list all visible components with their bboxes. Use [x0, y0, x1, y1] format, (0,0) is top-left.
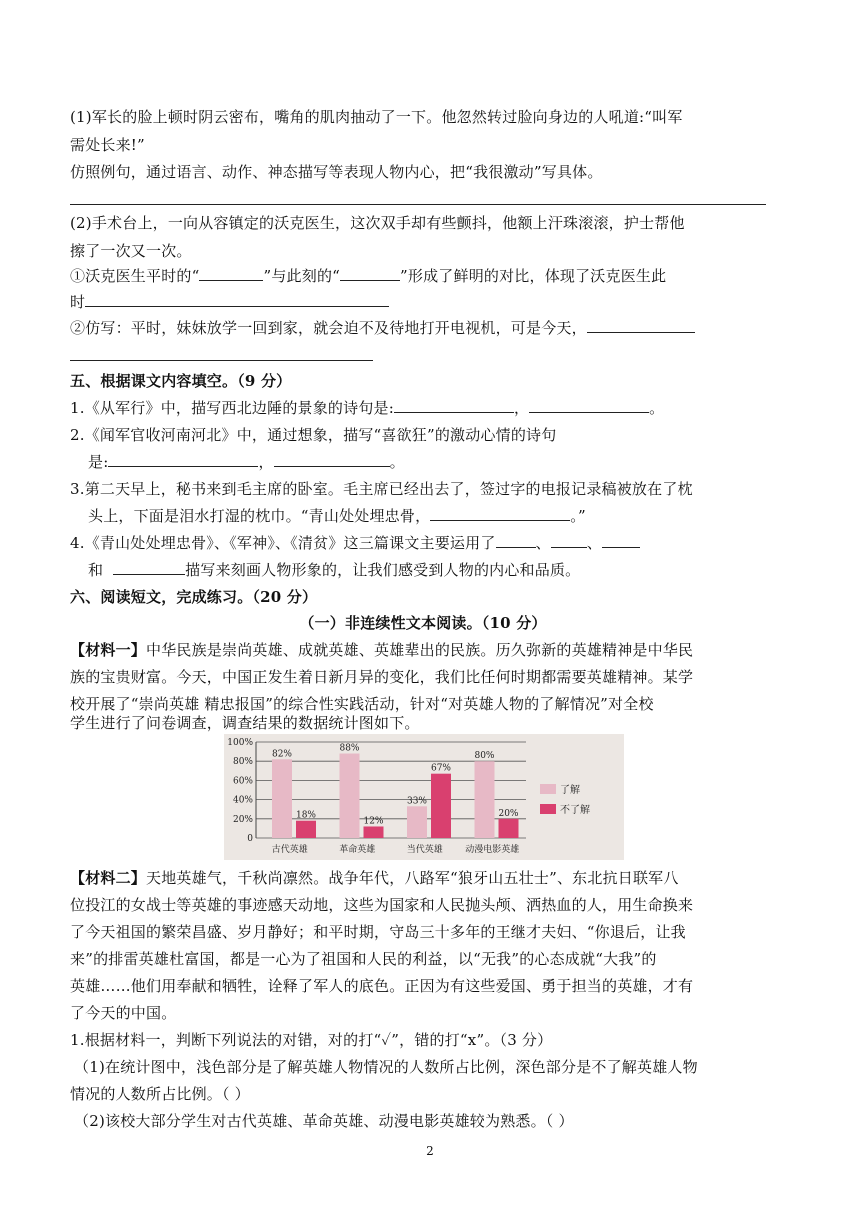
- legend-label: 不了解: [560, 805, 590, 816]
- bar-known: [272, 759, 292, 838]
- material2-line2: 位投江的女战士等英雄的事迹感天动地，这些为国家和人民抛头颅、洒热血的人，用生命换来: [70, 896, 694, 914]
- material2-line6: 了今天的中国。: [70, 1004, 177, 1022]
- y-tick-label: 20%: [232, 814, 253, 825]
- data-label: 67%: [430, 763, 452, 774]
- blank-state[interactable]: [85, 292, 389, 307]
- sec5-item2-cont: 是: ， 。: [88, 453, 405, 471]
- data-label: 20%: [498, 808, 519, 819]
- q4-p2-line1: (2)手术台上，一向从容镇定的沃克医生，这次双手却有些颤抖，他额上汗珠滚滚，护士帮他: [70, 214, 685, 232]
- material2-label: 【材料二】: [70, 869, 147, 887]
- bar-unknown: [296, 821, 316, 838]
- y-tick-label: 60%: [232, 776, 253, 787]
- data-label: 33%: [406, 796, 428, 807]
- x-tick-label: 当代英雄: [406, 845, 443, 855]
- question-1-1-line1: （1)在统计图中，浅色部分是了解英雄人物情况的人数所占比例，深色部分是不了解英雄人物: [74, 1058, 698, 1076]
- y-tick-label: 100%: [227, 738, 253, 748]
- legend-label: 了解: [560, 785, 580, 796]
- y-tick-label: 80%: [232, 757, 253, 768]
- answer-line-1[interactable]: [70, 204, 766, 205]
- x-tick-label: 动漫电影英雄: [465, 845, 520, 855]
- page-number: 2: [426, 1144, 434, 1158]
- material2-line1: 【材料二】天地英雄气，千秋尚凛然。战争年代，八路军“狼牙山五壮士”、东北抗日联军八: [70, 869, 679, 887]
- bar-unknown: [499, 819, 519, 838]
- blank-5-4a[interactable]: [496, 533, 536, 548]
- sec5-item2: 2.《闻军官收河南河北》中，通过想象，描写“喜欲狂”的激动心情的诗句: [70, 426, 557, 444]
- blank-5-4b[interactable]: [551, 533, 587, 548]
- blank-5-4c[interactable]: [602, 533, 640, 548]
- blank-5-4d[interactable]: [113, 560, 185, 575]
- blank-5-1a[interactable]: [394, 398, 514, 413]
- section5-title: 五、根据课文内容填空。（9 分）: [70, 372, 292, 390]
- legend-swatch: [540, 804, 556, 814]
- sec5-item3: 3.第二天早上，秘书来到毛主席的卧室。毛主席已经出去了，签过字的电报记录稿被放在了枕: [70, 480, 693, 498]
- blank-now[interactable]: [340, 266, 400, 281]
- data-label: 88%: [339, 743, 360, 754]
- q4-p1-line1: (1)军长的脸上顿时阴云密布，嘴角的肌肉抽动了一下。他忽然转过脸向身边的人吼道:“叫军: [70, 108, 683, 126]
- sec5-item4-cont: 和 描写来刻画人物形象的，让我们感受到人物的内心和品质。: [88, 561, 581, 579]
- y-tick-label: 0: [247, 834, 253, 844]
- sec5-item3-cont: 头上，下面是泪水打湿的枕巾。“青山处处埋忠骨， 。”: [88, 507, 586, 525]
- blank-5-2a[interactable]: [108, 452, 258, 467]
- bar-unknown: [431, 774, 451, 838]
- x-tick-label: 革命英雄: [339, 845, 376, 855]
- blank-5-1b[interactable]: [529, 398, 649, 413]
- data-label: 12%: [363, 816, 384, 827]
- bar-known: [475, 761, 495, 838]
- chart-svg: [224, 734, 624, 860]
- blank-5-3[interactable]: [430, 506, 570, 521]
- material2-line3: 了今天祖国的繁荣昌盛、岁月静好；和平时期，守岛三十多年的王继才夫妇、“你退后，让我: [70, 923, 686, 941]
- question-1: 1.根据材料一，判断下列说法的对错，对的打“✓”，错的打“x”。（3 分）: [70, 1031, 553, 1049]
- data-label: 80%: [474, 751, 495, 762]
- sec5-item4: 4.《青山处处埋忠骨》、《军神》、《清贫》这三篇课文主要运用了 、 、: [70, 533, 776, 553]
- material1-line2: 族的宝贵财富。今天，中国正发生着日新月异的变化，我们比任何时期都需要英雄精神。某学: [70, 668, 694, 686]
- question-1-1-line2[interactable]: 情况的人数所占比例。（ ）: [70, 1085, 250, 1103]
- q4-p2-line2: 擦了一次又一次。: [70, 242, 192, 260]
- x-tick-label: 古代英雄: [271, 845, 308, 855]
- material2-line4: 来”的排雷英雄杜富国，都是一心为了祖国和人民的利益，以“无我”的心态成就“大我”的: [70, 950, 657, 968]
- bar-unknown: [364, 826, 384, 838]
- material1-line3: 校开展了“崇尚英雄 精忠报国”的综合性实践活动，针对“对英雄人物的了解情况”对全校: [70, 695, 654, 713]
- legend-swatch: [540, 784, 556, 794]
- bar-known: [407, 806, 427, 838]
- q4-p1-task: 仿照例句，通过语言、动作、神态描写等表现人物内心，把“我很激动”写具体。: [70, 163, 603, 181]
- blank-before[interactable]: [199, 266, 263, 281]
- data-label: 82%: [271, 749, 293, 760]
- material1-label: 【材料一】: [70, 641, 147, 659]
- q4-p1-line2: 需处长来!”: [70, 136, 145, 154]
- question-1-2[interactable]: （2)该校大部分学生对古代英雄、革命英雄、动漫电影英雄较为熟悉。（ ）: [74, 1112, 574, 1130]
- bar-known: [340, 754, 360, 838]
- section6-title: 六、阅读短文，完成练习。（20 分）: [70, 588, 318, 606]
- q4-p2-q1-cont: 时: [70, 292, 776, 312]
- y-tick-label: 40%: [232, 795, 253, 806]
- q4-p2-q1: ①沃克医生平时的“ ”与此刻的“ ”形成了鲜明的对比，体现了沃克医生此: [70, 267, 667, 285]
- sec5-item1: 1.《从军行》中，描写西北边陲的景象的诗句是: ， 。: [70, 399, 665, 417]
- blank-5-2b[interactable]: [274, 452, 390, 467]
- section6-subtitle: （一）非连续性文本阅读。（10 分）: [299, 614, 547, 632]
- q4-p2-q2: ②仿写：平时，妹妹放学一回到家，就会迫不及待地打开电视机，可是今天，: [70, 318, 776, 338]
- answer-line-2[interactable]: [70, 360, 373, 361]
- data-label: 18%: [295, 810, 317, 821]
- blank-imitate[interactable]: [587, 318, 695, 333]
- material2-line5: 英雄……他们用奉献和牺牲，诠释了军人的底色。正因为有这些爱国、勇于担当的英雄，才有: [70, 977, 694, 995]
- survey-bar-chart: [224, 734, 624, 860]
- material1-line4: 学生进行了问卷调查，调查结果的数据统计图如下。: [70, 714, 420, 732]
- material1-line1: 【材料一】中华民族是崇尚英雄、成就英雄、英雄辈出的民族。历久弥新的英雄精神是中华民: [70, 641, 694, 659]
